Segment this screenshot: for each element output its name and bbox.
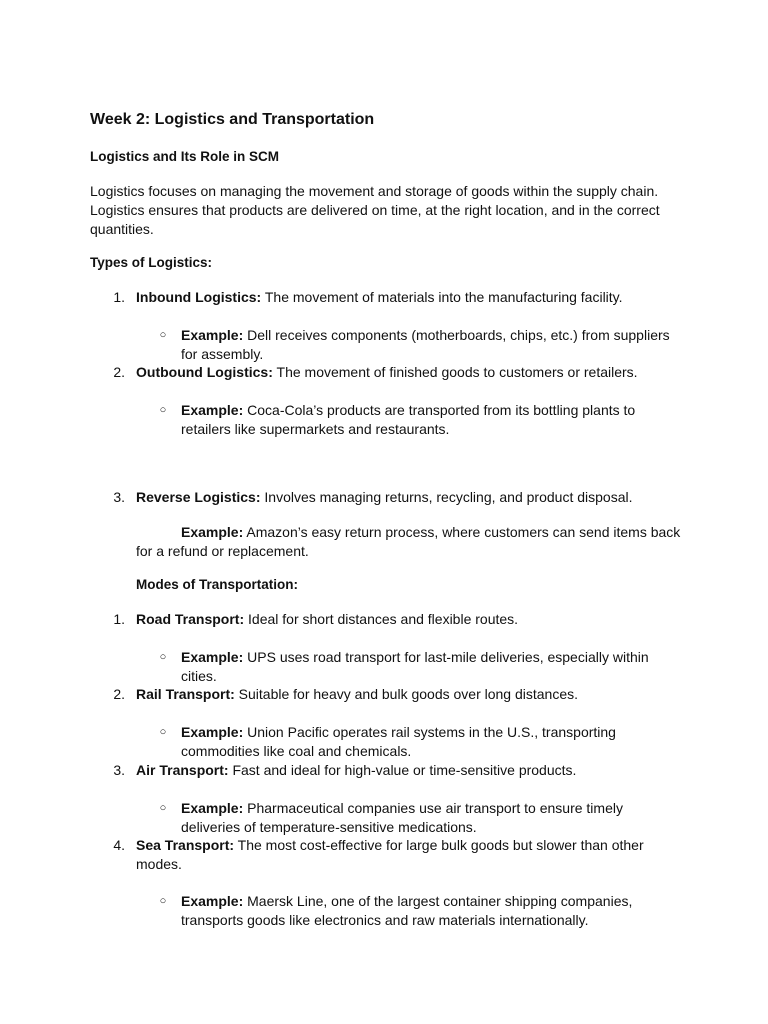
example-text: Maersk Line, one of the largest container shipping companies, transports goods like electronics and raw materials internationally. [181, 893, 633, 928]
list-number: 3. [113, 489, 125, 505]
example-text: Pharmaceutical companies use air transport to ensure timely deliveries of temperature-sensitive medications. [181, 800, 623, 835]
list-number: 4. [113, 837, 125, 853]
item-description: Fast and ideal for high-value or time-sensitive products. [228, 762, 577, 778]
bullet-icon: ○ [159, 404, 167, 416]
example-item [181, 523, 721, 542]
bullet-icon: ○ [159, 802, 167, 814]
example-item [181, 723, 681, 761]
intro-line: quantities. [90, 221, 154, 237]
example-item [181, 401, 681, 439]
example-continuation: for a refund or replacement. [136, 543, 309, 559]
item-description: Ideal for short distances and flexible routes. [244, 611, 519, 627]
example-item [181, 892, 681, 930]
list-number: 3. [113, 762, 125, 778]
example-text: Union Pacific operates rail systems in the U.S., transporting commodities like coal and chemicals. [181, 724, 616, 759]
item-term: Rail Transport: [136, 686, 235, 702]
list-item [136, 288, 676, 307]
intro-line: Logistics focuses on managing the movement and storage of goods within the supply chain. [90, 183, 659, 199]
bullet-icon: ○ [159, 895, 167, 907]
list-item [136, 761, 676, 780]
item-description: The movement of materials into the manufacturing facility. [261, 289, 623, 305]
example-label: Example: [181, 524, 244, 540]
example-text: UPS uses road transport for last-mile deliveries, especially within cities. [181, 649, 649, 684]
intro-paragraph [90, 182, 670, 239]
example-text: Amazon’s easy return process, where customers can send items back [243, 524, 681, 540]
bullet-icon: ○ [159, 329, 167, 341]
list-item [136, 685, 676, 704]
item-description: The movement of finished goods to customers or retailers. [272, 364, 638, 380]
list-number: 1. [113, 289, 125, 305]
section-heading: Logistics and Its Role in SCM [90, 149, 280, 164]
example-text: Dell receives components (motherboards, chips, etc.) from suppliers for assembly. [181, 327, 670, 362]
example-item [181, 648, 681, 686]
item-term: Air Transport: [136, 762, 229, 778]
page-title: Week 2: Logistics and Transportation [90, 111, 375, 128]
example-label: Example: [181, 893, 244, 909]
intro-line: Logistics ensures that products are delivered on time, at the right location, and in the correct [90, 202, 660, 218]
item-description: Suitable for heavy and bulk goods over long distances. [234, 686, 579, 702]
item-term: Reverse Logistics: [136, 489, 261, 505]
modes-heading: Modes of Transportation: [136, 577, 298, 592]
example-item [181, 326, 681, 364]
item-term: Road Transport: [136, 611, 245, 627]
list-number: 1. [113, 611, 125, 627]
example-label: Example: [181, 327, 244, 343]
example-item [181, 799, 681, 837]
example-label: Example: [181, 402, 244, 418]
example-label: Example: [181, 800, 244, 816]
list-number: 2. [113, 364, 125, 380]
item-term: Sea Transport: [136, 837, 235, 853]
list-item [136, 610, 676, 629]
item-term: Outbound Logistics: [136, 364, 273, 380]
bullet-icon: ○ [159, 651, 167, 663]
example-text: Coca-Cola’s products are transported from its bottling plants to retailers like supermarkets and restaurants. [181, 402, 636, 437]
item-description: Involves managing returns, recycling, and product disposal. [260, 489, 633, 505]
bullet-icon: ○ [159, 726, 167, 738]
list-item [136, 363, 676, 382]
types-heading: Types of Logistics: [90, 255, 213, 270]
list-item [136, 488, 676, 507]
list-item [136, 836, 646, 874]
list-number: 2. [113, 686, 125, 702]
item-description: The most cost-effective for large bulk goods but slower than other modes. [136, 837, 644, 872]
example-label: Example: [181, 724, 244, 740]
item-term: Inbound Logistics: [136, 289, 262, 305]
example-label: Example: [181, 649, 244, 665]
